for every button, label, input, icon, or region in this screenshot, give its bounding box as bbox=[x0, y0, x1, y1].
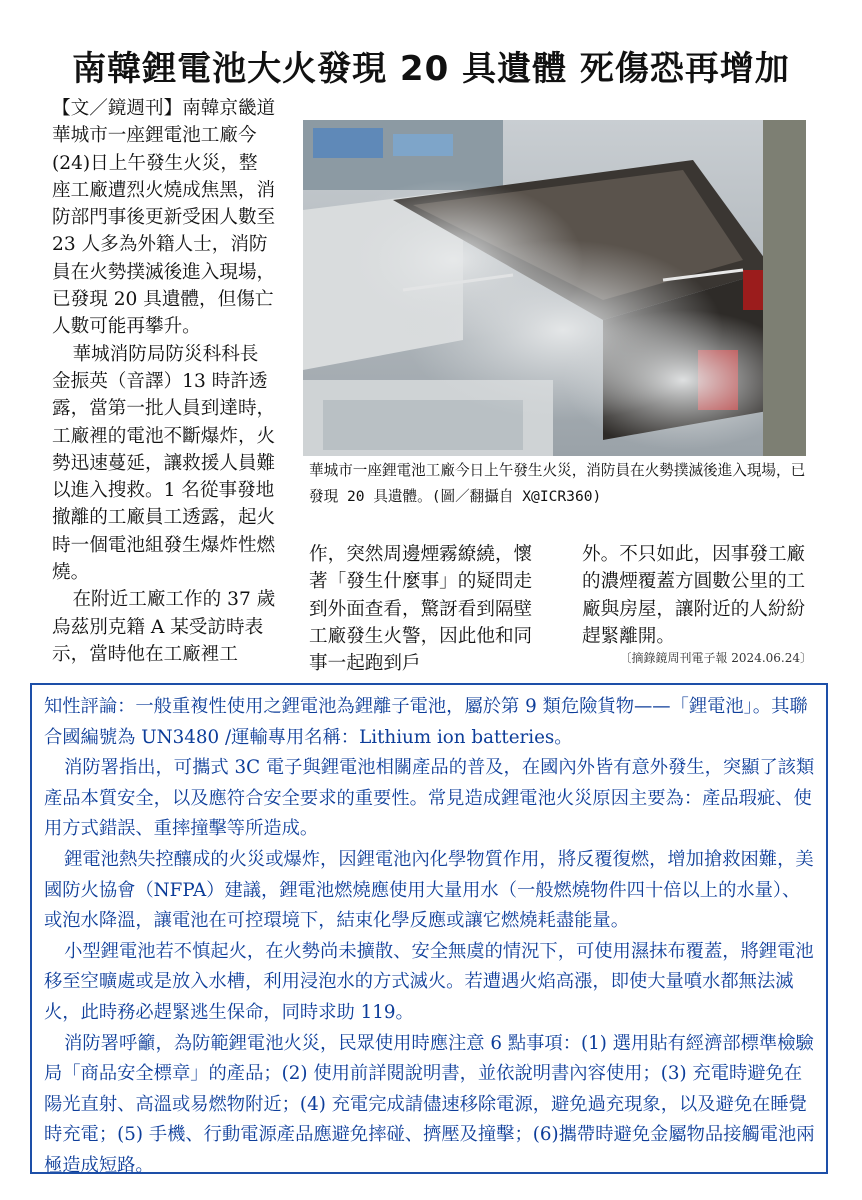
article-column-2 bbox=[309, 541, 533, 677]
commentary-paragraph: 消防署指出，可攜式 3C 電子與鋰電池相關產品的普及，在國內外皆有意外發生，突顯了該類產品本質安全，以及應符合安全要求的重要性。常見造成鋰電池火災原因主要為：產品瑕疵、使用方式錯誤、重摔撞擊等所造成。 bbox=[44, 757, 815, 840]
commentary-box bbox=[30, 683, 828, 1174]
article-paragraph: 【文／鏡週刊】南韓京畿道華城市一座鋰電池工廠今(24)日上午發生火災，整座工廠遭烈火燒成焦黑，消防部門事後更新受困人數至 23 人多為外籍人士，消防員在火勢撲滅後進入現場，已發現 20 具遺體，但傷亡人數可能再攀升。 bbox=[52, 98, 276, 338]
commentary-paragraph: 知性評論：一般重複性使用之鋰電池為鋰離子電池，屬於第 9 類危險貨物——「鋰電池」。其聯合國編號為 UN3480 /運輸專用名稱：Lithium ion batteries。 bbox=[44, 696, 808, 748]
commentary-paragraph: 小型鋰電池若不慎起火，在火勢尚未擴散、安全無虞的情況下，可使用濕抹布覆蓋，將鋰電池移至空曠處或是放入水槽，利用浸泡水的方式滅火。若遭遇火焰高漲，即使大量噴水都無法滅火，此時務必趕緊逃生保命，同時求助 119。 bbox=[44, 940, 814, 1023]
commentary-paragraph: 鋰電池熱失控釀成的火災或爆炸，因鋰電池內化學物質作用，將反覆復燃，增加搶救困難，美國防火協會（NFPA）建議，鋰電池燃燒應使用大量用水（一般燃燒物件四十倍以上的水量）、或泡水降溫，讓電池在可控環境下，結束化學反應或讓它燃燒耗盡能量。 bbox=[44, 848, 814, 932]
article-paragraph: 在附近工廠工作的 37 歲烏茲別克籍 A 某受訪時表示，當時他在工廠裡工 bbox=[52, 589, 276, 665]
article-paragraph: 華城消防局防災科科長金振英（音譯）13 時許透露，當第一批人員到達時，工廠裡的電池不斷爆炸，火勢迅速蔓延，讓救援人員難以進入搜救。1 名從事發地撤離的工廠員工透露，起火時一個電池組發生爆炸性燃燒。 bbox=[52, 343, 276, 584]
headline: 南韓鋰電池大火發現 20 具遺體 死傷恐再增加 bbox=[72, 49, 790, 89]
source-credit: 〔摘錄鏡周刊電子報 2024.06.24〕 bbox=[619, 651, 812, 665]
fire-photo bbox=[303, 120, 806, 456]
article-paragraph: 外。不只如此，因事發工廠的濃煙覆蓋方圓數公里的工廠與房屋，讓附近的人紛紛趕緊離開。 bbox=[582, 544, 806, 647]
photo-caption: 華城市一座鋰電池工廠今日上午發生火災，消防員在火勢撲滅後進入現場，已發現 20 具遺體。(圖／翻攝自 X@ICR360) bbox=[309, 462, 806, 505]
article-column-3 bbox=[582, 541, 810, 650]
article-paragraph: 作，突然周邊煙霧繚繞，懷著「發生什麼事」的疑問走到外面查看，驚訝看到隔壁工廠發生火警，因此他和同事一起跑到戶 bbox=[309, 544, 533, 675]
article-column-1 bbox=[52, 95, 276, 668]
commentary-paragraph: 消防署呼籲，為防範鋰電池火災，民眾使用時應注意 6 點事項：(1) 選用貼有經濟部標準檢驗局「商品安全標章」的產品；(2) 使用前詳閱說明書，並依說明書內容使用；(3) 充電時避免在陽光直射、高溫或易燃物附近；(4) 充電完成請儘速移除電源，避免過充現象，以及避免在睡覺時充電；(5) 手機、行動電源產品應避免摔碰、擠壓及撞擊；(6)攜帶時避免金屬物品接觸電池兩極造成短路。 bbox=[44, 1032, 815, 1176]
